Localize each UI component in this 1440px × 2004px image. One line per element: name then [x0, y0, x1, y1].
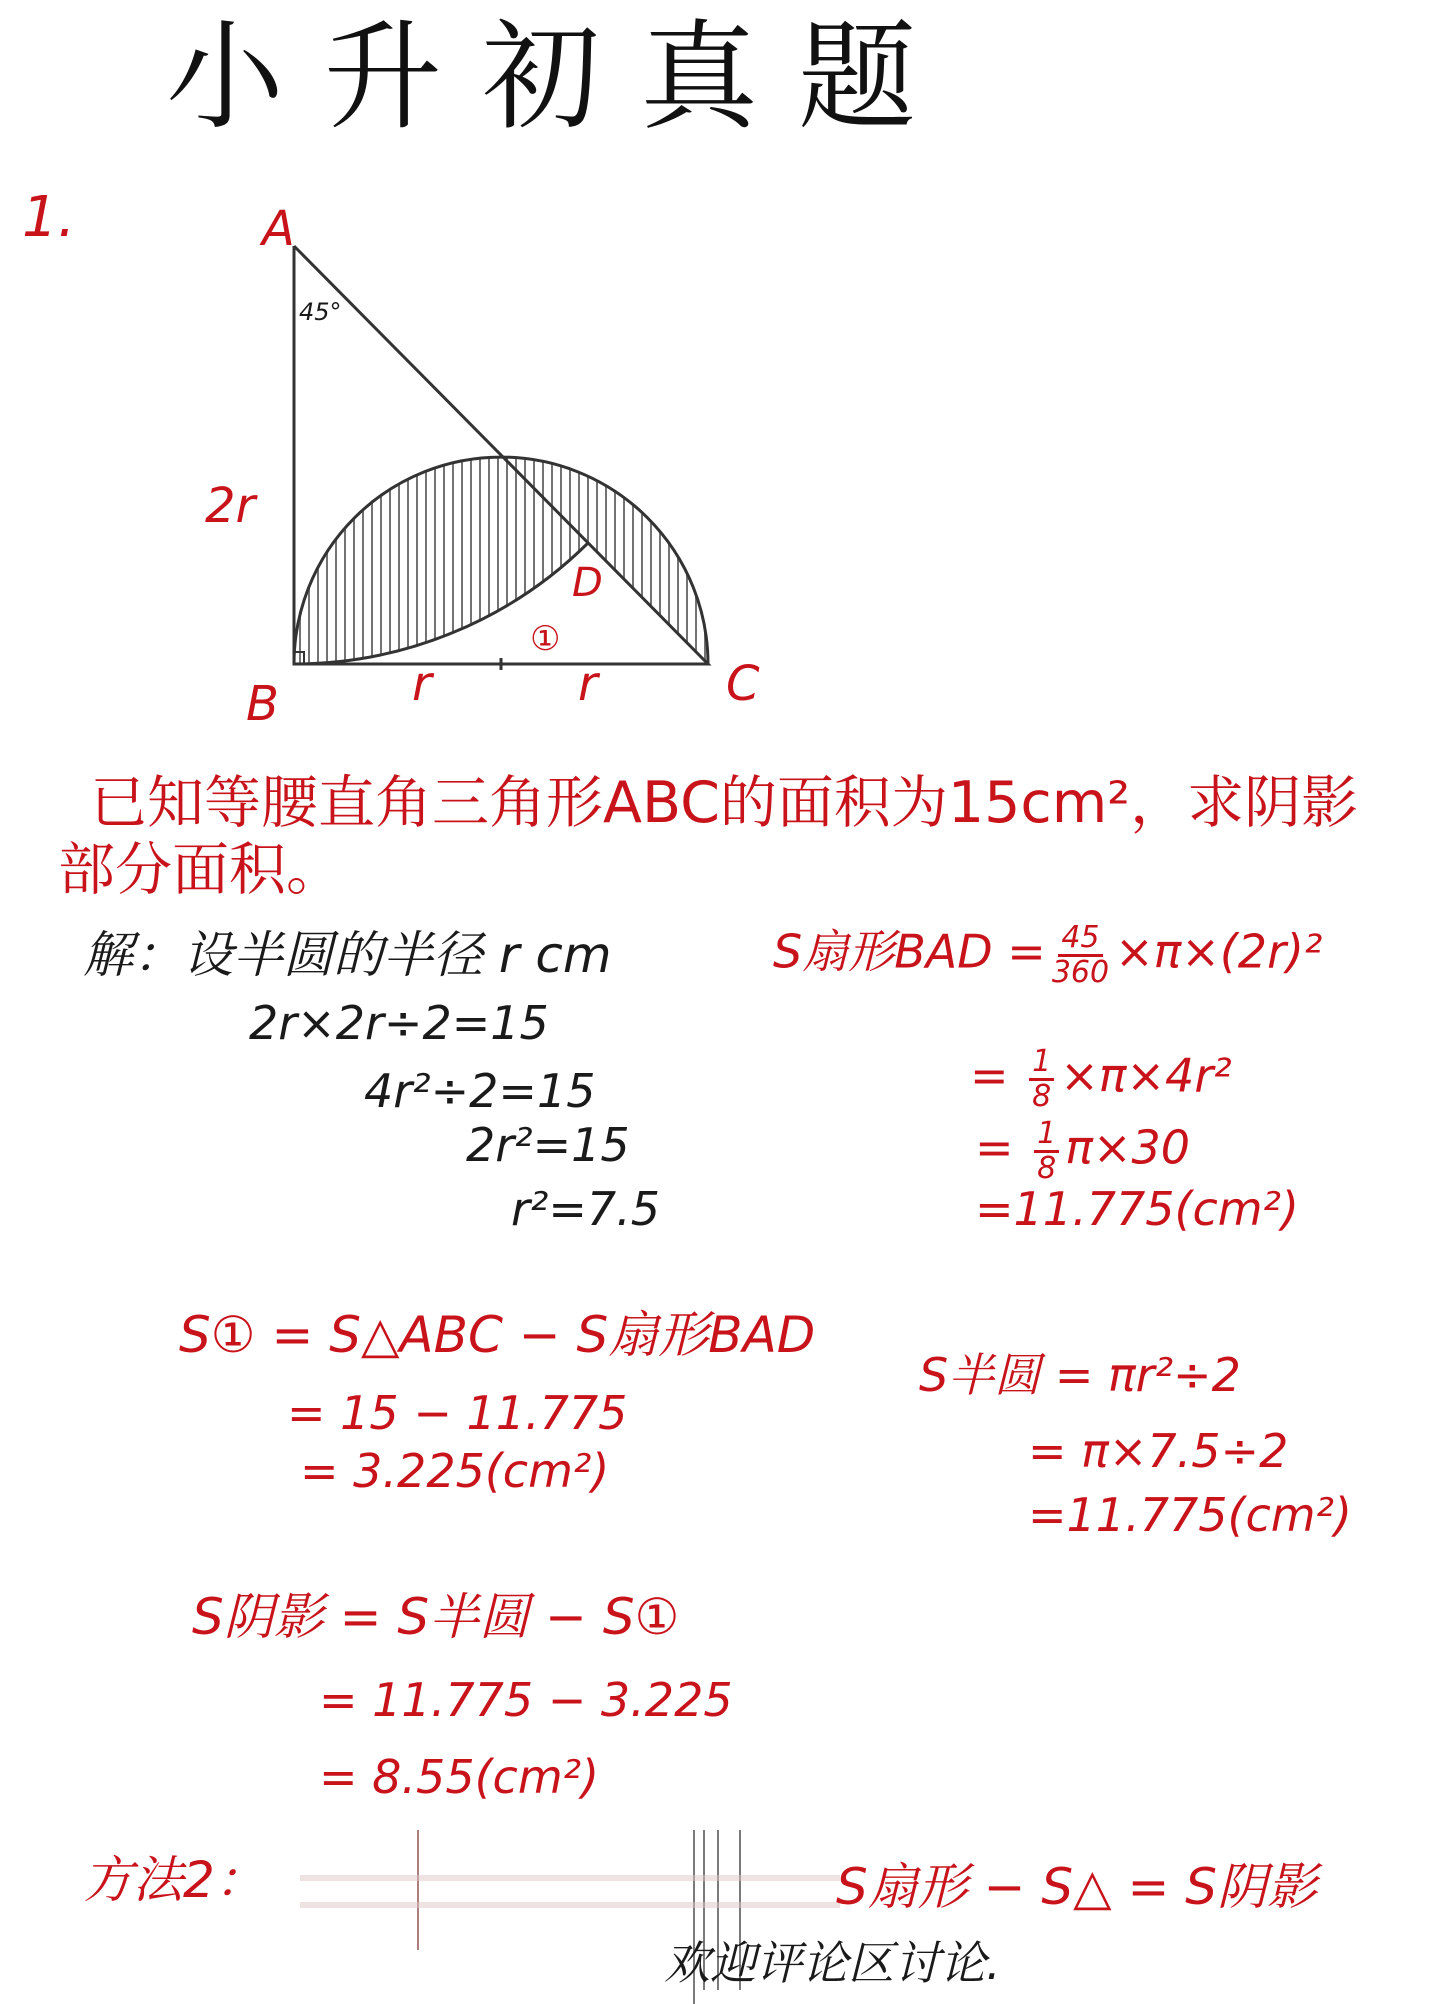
label-a: A	[262, 201, 295, 257]
page-title: 小升初真题	[166, 8, 957, 146]
sector-formula-line-2: = $\frac{1}{8}$ ×π×4r²	[970, 1044, 1232, 1114]
method2-label: 方法2：	[83, 1851, 265, 1909]
solution-step-4: r²=7.5	[511, 1182, 661, 1236]
region-one-label: ①	[530, 619, 561, 659]
sector-rhs-2: ×π×4r²	[1060, 1048, 1232, 1103]
sector-rhs-3: π×30	[1065, 1120, 1191, 1175]
sector-result: =11.775(cm²)	[975, 1182, 1299, 1236]
fraction-1-8: $\frac{1}{8}$	[1034, 1118, 1059, 1184]
semicircle-line-1: S半圆 = πr²÷2	[919, 1348, 1241, 1402]
fraction-45-360: $\frac{45}{360}$	[1051, 920, 1110, 990]
sector-rhs-1: ×π×(2r)²	[1115, 924, 1323, 979]
radius-right-label: r	[578, 656, 598, 712]
solution-step-2: 4r²÷2=15	[364, 1064, 596, 1118]
label-d: D	[572, 560, 603, 606]
semicircle-line-2: = π×7.5÷2	[1028, 1424, 1289, 1478]
shaded-line-1: S阴影 = S半圆 − S①	[192, 1588, 680, 1646]
semicircle-line-3: =11.775(cm²)	[1028, 1488, 1352, 1542]
problem-line-1: 已知等腰直角三角形ABC的面积为15cm²，求阴影	[90, 770, 1359, 836]
label-b: B	[246, 676, 279, 732]
method2-formula: S扇形 − S△ = S阴影	[836, 1858, 1318, 1916]
shaded-line-3: = 8.55(cm²)	[319, 1750, 600, 1804]
fraction-1-8: $\frac{1}{8}$	[1029, 1046, 1054, 1112]
shaded-line-2: = 11.775 − 3.225	[319, 1673, 733, 1727]
height-label: 2r	[205, 478, 256, 534]
s1-line-2: = 15 − 11.775	[287, 1386, 628, 1440]
solution-step-1: 2r×2r÷2=15	[249, 996, 549, 1050]
solution-intro: 解：设半圆的半径 r cm	[83, 926, 612, 984]
label-c: C	[726, 656, 760, 712]
footer-text: 欢迎评论区讨论.	[664, 1936, 1001, 1990]
problem-line-2: 部分面积。	[58, 837, 343, 903]
sector-formula-line-3: = $\frac{1}{8}$ π×30	[975, 1116, 1191, 1186]
s1-line-1: S① = S△ABC − S扇形BAD	[179, 1306, 816, 1364]
sector-lhs: S扇形BAD =	[773, 924, 1046, 979]
sector-formula-line-1	[773, 922, 1322, 988]
angle-label: 45°	[299, 298, 342, 326]
radius-left-label: r	[412, 656, 432, 712]
solution-step-3: 2r²=15	[466, 1118, 630, 1172]
problem-number: 1.	[22, 185, 76, 250]
s1-line-3: = 3.225(cm²)	[300, 1444, 610, 1498]
